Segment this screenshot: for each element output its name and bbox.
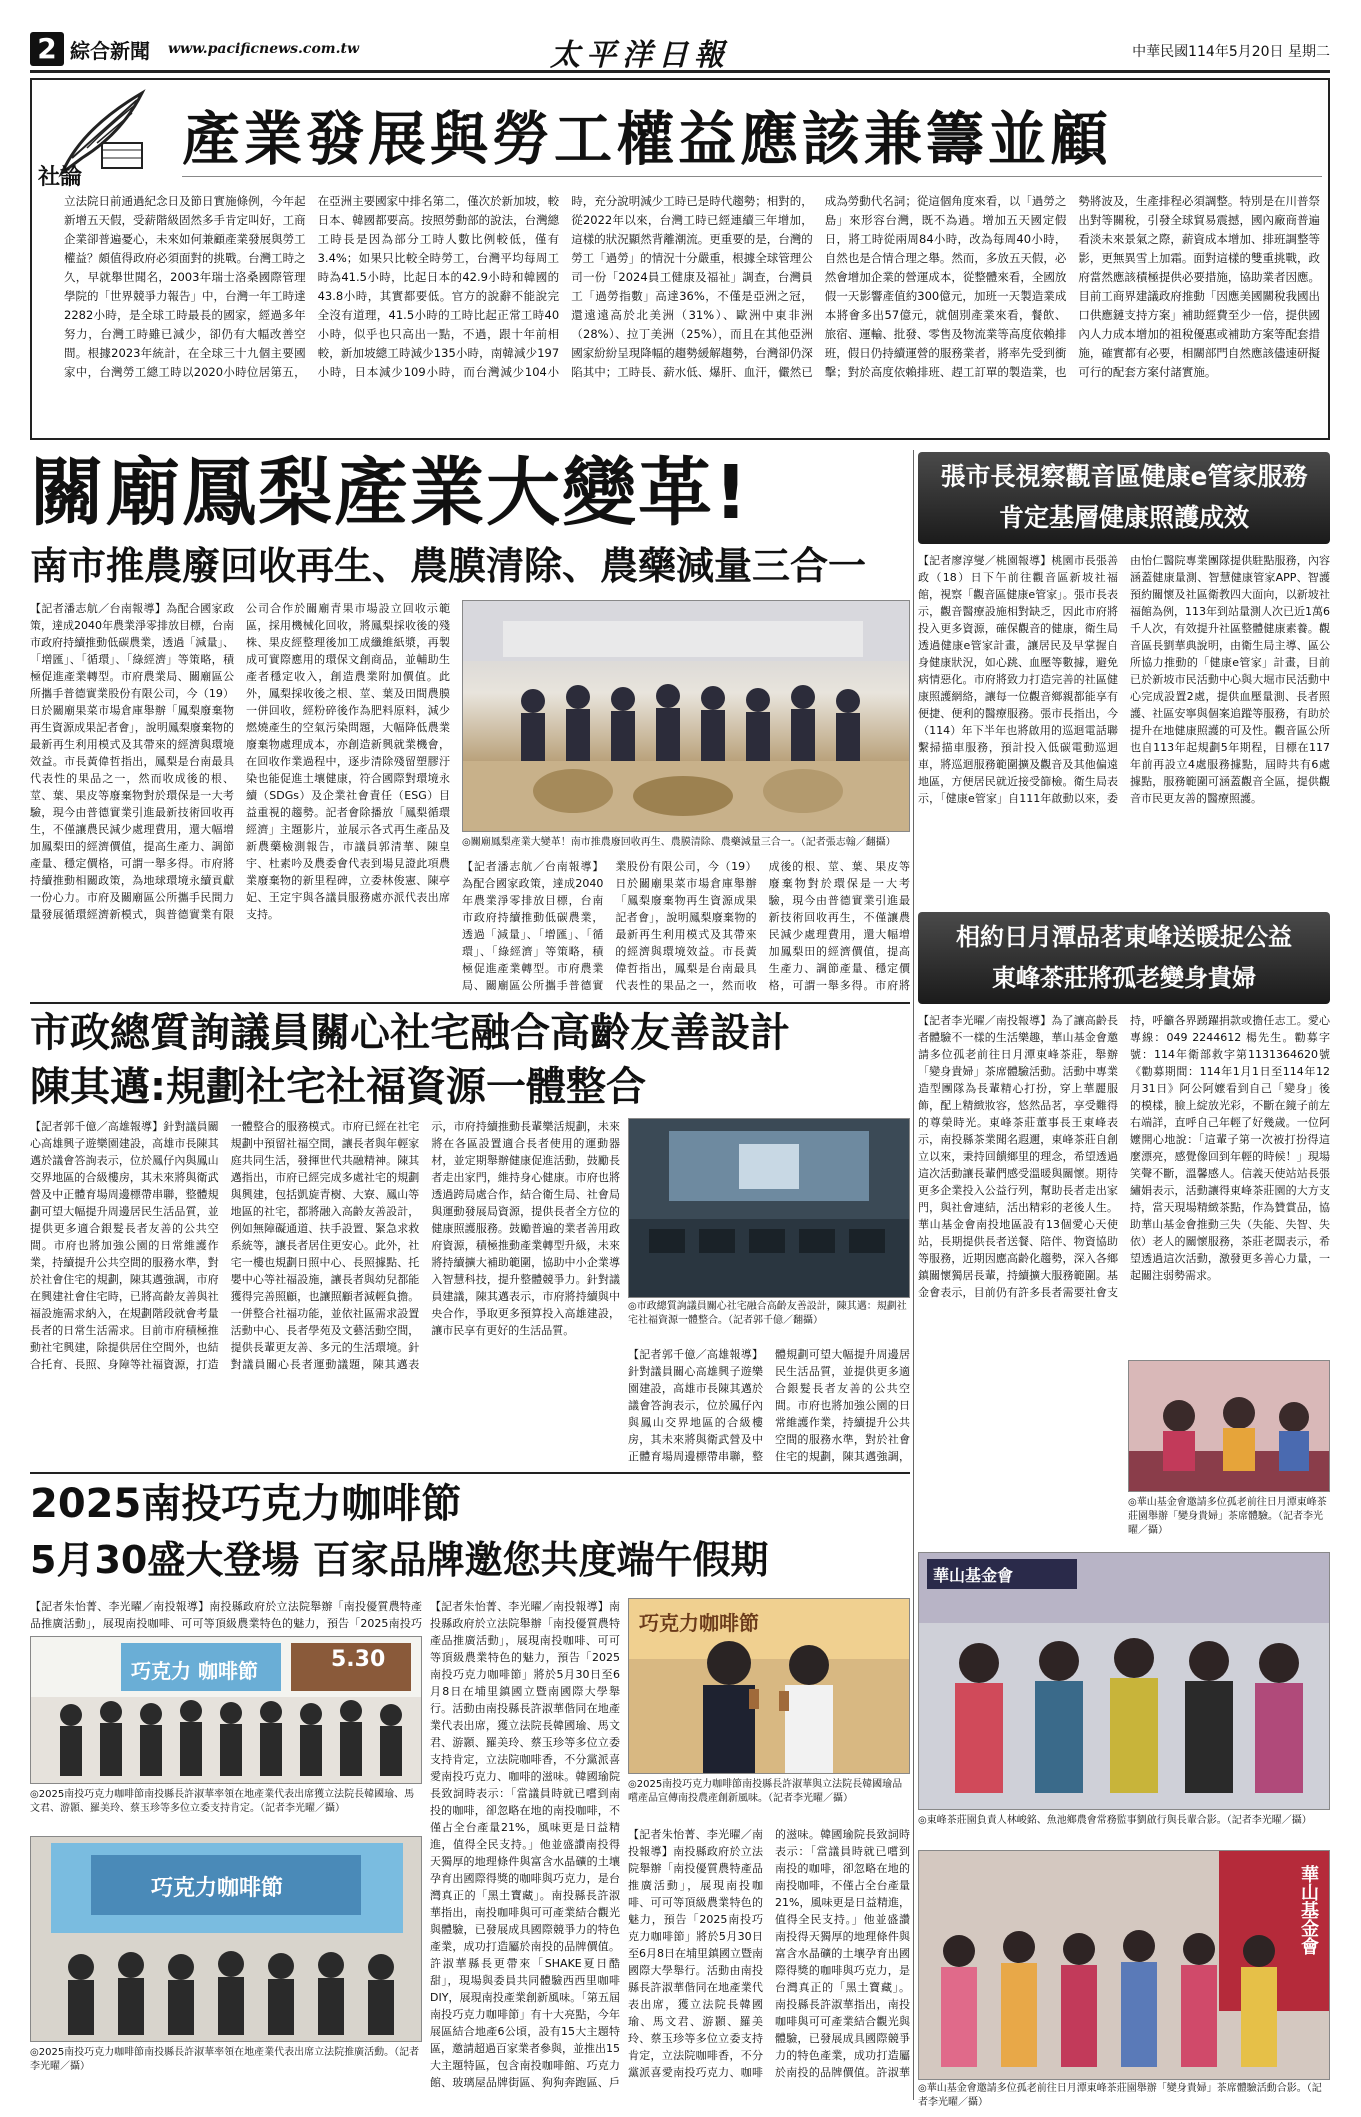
health-title-line2: 肯定基層健康照護成效	[998, 503, 1249, 532]
tea-photo1-caption: ◎華山基金會邀請多位孤老前往日月潭東峰茶莊園舉辦「變身貴婦」茶席體驗。（記者李光曜／攝）	[1128, 1497, 1327, 1536]
housing-title-line1: 市政總質詢議員關心社宅融合高齡友善設計	[30, 1010, 790, 1056]
housing-photo-illustration	[629, 1119, 910, 1298]
housing-photo-caption: ◎市政總質詢議員關心社宅融合高齡友善設計，陳其邁：規劃社宅社福資源一體整合。（記者郭千億／翻攝）	[628, 1301, 907, 1326]
tea-small-photo-illustration	[1129, 1361, 1330, 1492]
pineapple-title: 關廟鳳梨產業大變革!	[30, 450, 750, 536]
tea-banner-label: 華山基金會	[933, 1566, 1014, 1585]
page-number: 2	[37, 32, 57, 65]
housing-photo	[628, 1118, 910, 1298]
tea-group-photo-illustration	[919, 1553, 1330, 1810]
tea-photo-group	[918, 1552, 1330, 1810]
chocolate-photo-3	[30, 1836, 422, 2042]
pineapple-photo-caption: ◎關廟鳳梨產業大變革！南市推農廢回收再生、農膜清除、農藥減量三合一。（記者張志翰／翻攝）	[462, 837, 896, 848]
chocolate-photo2-banner: 巧克力咖啡節	[639, 1611, 759, 1635]
pineapple-subtitle: 南市推農廢回收再生、農膜清除、農藥減量三合一	[30, 544, 867, 588]
tea-title-line2: 東峰茶莊將孤老變身貴婦	[992, 964, 1256, 992]
tea-large-photo-illustration	[919, 1851, 1330, 2080]
housing-title-line2: 陳其邁:規劃社宅社福資源一體整合	[30, 1064, 646, 1110]
housing-body-right: 【記者郭千億／高雄報導】針對議員關心高雄興子遊樂園建設，高雄市長陳其邁於議會答詢表示，位於鳳仔內與鳳山交界地區的合級樓房，其未來將與衛武營及中正體育場周邊標帶串聯，整體規劃可望大幅提升周邊居民生活品質，並提供更多適合銀髮長者友善的公共空間。市府也將加強公園的日常維護作業，持續提升公共空間的服務水準，對於社會住宅的規劃，陳其邁強調，	[628, 1348, 910, 1463]
pineapple-photo-illustration	[463, 601, 910, 832]
chocolate-photo-2	[628, 1598, 910, 1774]
pineapple-headline	[30, 450, 910, 536]
chocolate-banner-date: 5.30	[331, 1647, 386, 1672]
section-name: 綜合新聞	[70, 39, 150, 63]
pineapple-body-left: 【記者潘志航／台南報導】為配合國家政策，達成2040年農業淨零排放目標，台南市政府持續推動低碳農業，透過「減量」、「增匯」、「循環」、「綠經濟」等策略，積極促進產業轉型。市府農業局、關廟區公所攜手普德實業股份有限公司，今（19）日於關廟果菜市場倉庫舉辦「鳳梨廢棄物再生資源成果記者會」，說明鳳梨廢棄物的最新再生利用模式及其帶來的經濟與環境效益。市長黃偉哲指出，鳳梨是台南最具代表性的果品之一，然而收成後的根、莖、葉、果皮等廢棄物對於環保是一大考驗，現今由普德實業引進最新技術回收再生，不僅讓農民減少處理費用，還大幅增加鳳梨田的經濟價值，提高生產力、調節產量、穩定價格，可謂一舉多得。市府將持續推動相關政策，為地球環境永續貢獻一份心力。市府及關廟區公所攜手民間力量發展循環經濟新模式，與普德實業有限公司合作於關廟青果市場設立回收示範區，採用機械化回收，將鳳梨採收後的殘株、果皮經整理後加工成纖維紙漿，再製成可實際應用的環保文創商品，並輔助生產者穩定收入，創造農業附加價值。此外，鳳梨採收後之根、莖、葉及田間農膜一併回收，經粉碎後作為肥料原料，減少燃燒產生的空氣污染問題，大幅降低農業廢棄物處理成本，亦創造新興就業機會，在回收作業過程中，逐步清除殘留塑膠汙染也能促進土壤健康，符合國際對環境永續（SDGs）及企業社會責任（ESG）目益重視的趨勢。記者會除播放「鳳梨循環經濟」主題影片，並展示各式再生產品及新農藥檢測報告，市議員郭清華、陳皇宇、杜素吟及農委會代表到場見證此項農業廢棄物的新里程碑，立委林俊憲、陳亭妃、王定宇與各議員服務處亦派代表出席支持。	[30, 602, 450, 921]
chocolate-banner-title: 巧克力 咖啡節	[131, 1659, 258, 1683]
column-divider-right	[913, 450, 914, 2100]
tea-body: 【記者李光曜／南投報導】為了讓高齡長者體驗不一樣的生活樂趣，華山基金會邀請多位孤老前往日月潭東峰茶莊，舉辦「變身貴婦」茶席體驗活動。活動中專業造型團隊為長輩精心打扮，穿上華麗服飾，配上精緻妝容，悠然品茗，享受難得的尊榮時光。東峰茶莊董事長王東峰表示，南投縣茶業聞名遐邇，東峰茶莊自創立以來，秉持回饋鄉里的理念，希望透過這次活動讓長輩們感受溫暖與關懷。期待更多企業投入公益行列，幫助長者走出家門，與社會連結，活出精彩的老後人生。華山基金會南投地區設有13個愛心天使站，長期提供長者送餐、陪伴、物資協助等服務，近期因應高齡化趨勢，深入各鄉鎮關懷獨居長輩，持續擴大服務範圍。基金會表示，目前仍有許多長者需要社會支持，呼籲各界踴躍捐款或擔任志工。愛心專線：049 2244612 楊先生。勸募字號：114年衛部救字第1131364620號《勸募期間：114年1月1日至114年12月31日》阿公阿嬤看到自己「變身」後的模樣，臉上綻放光彩，不斷在鏡子前左右端詳，直呼自己年輕了好幾歲。一位阿嬤開心地說：「這輩子第一次被打扮得這麼漂亮，感覺像回到年輕的時候！」現場笑聲不斷，溫馨感人。信義天使站站長張繡娟表示，活動讓得東峰茶莊園的大方支持，當天現場精緻茶點，作為贊賞品，協助華山基金會推動三失（失能、失智、失依）老人的關懷服務，茶莊老闆表示，希望透過這次活動，激發更多善心力量，一起關注弱勢需求。	[918, 1014, 1330, 1299]
chocolate-photo1-caption: ◎2025南投巧克力咖啡節南投縣長許淑華率領在地產業代表出席獲立法院長韓國瑜、馬文君、游顥、羅美玲、蔡玉珍等多位立委支持肯定。（記者李光曜／攝）	[30, 1789, 415, 1814]
tea-photo-large	[918, 1850, 1330, 2080]
paper-name: 太平洋日報	[550, 38, 730, 70]
editorial-title: 產業發展與勞工權益應該兼籌並顧	[182, 105, 1113, 173]
chocolate-title-line2: 5月30盛大登場 百家品牌邀您共度端午假期	[30, 1538, 769, 1582]
chocolate-headline	[30, 1476, 910, 1594]
pineapple-body-continued: 【記者潘志航／台南報導】為配合國家政策，達成2040年農業淨零排放目標，台南市政府持續推動低碳農業，透過「減量」、「增匯」、「循環」、「綠經濟」等策略，積極促進產業轉型。市府農業局、關廟區公所攜手普德實業股份有限公司，今（19）日於關廟果菜市場倉庫舉辦「鳳梨廢棄物再生資源成果記者會」，說明鳳梨廢棄物的最新再生利用模式及其帶來的經濟與環境效益。市長黃偉哲指出，鳳梨是台南最具代表性的果品之一，然而收成後的根、莖、葉、果皮等廢棄物對於環保是一大考驗，現今由普德實業引進最新技術回收再生，不僅讓農民減少處理費用，還大幅增加鳳梨田的經濟價值，提高生產力、調節產量、穩定價格，可謂一舉多得。市府將	[462, 860, 910, 992]
masthead	[30, 30, 1330, 70]
chocolate-body-middle: 【記者朱怡菁、李光曜／南投報導】南投縣政府於立法院舉辦「南投優質農特產品推廣活動」，展現南投咖啡、可可等頂級農業特色的魅力，預告「2025南投巧克力咖啡節」將於5月30日至6月8日在埔里鎮國立暨南國際大學舉行。活動由南投縣長許淑華偕同在地產業代表出席，獲立法院長韓國瑜、馬文君、游顥、羅美玲、蔡玉珍等多位立委支持肯定，立法院咖啡香，不分黨派喜愛南投巧克力、咖啡的滋味。韓國瑜院長致詞時表示：「當議員時就已嚐到南投的咖啡，卻忽略在地的南投咖啡，不僅占全台產量21%，風味更是日益精進，值得全民支持。」他並盛讚南投得天獨厚的地理條件與富含水晶礦的土壤孕育出國際得獎的咖啡與巧克力，是台灣真正的「黑土寶藏」。南投縣長許淑華指出，南投咖啡與可可產業結合觀光與體驗，已發展成具國際競爭力的特色產業，成功打造屬於南投的品牌價值。許淑華縣長更帶來「SHAKE夏日酷甜」，現場與委員共同體驗西西里咖啡DIY，展現南投產業創新風味。「第五屆南投巧克力咖啡節」有十大亮點，今年展區結合地產6公頃，設有15大主題特區，邀請超過百家業者參與，並推出15大主題特區，包含南投咖啡館、巧克力館、玻璃屋品牌街區、狗狗奔跑區、戶	[430, 1600, 620, 2089]
pineapple-subhead	[30, 540, 910, 592]
chocolate-top-rule	[30, 1472, 910, 1474]
editorial-box	[30, 78, 1330, 440]
masthead-rule	[30, 70, 1330, 73]
tea-photo-small	[1128, 1360, 1330, 1492]
chocolate-photo3-illustration	[31, 1837, 422, 2042]
chocolate-title-line1: 2025南投巧克力咖啡節	[30, 1481, 462, 1527]
chocolate-photo2-caption: ◎2025南投巧克力咖啡節南投縣長許淑華與立法院長韓國瑜品嚐產品宣傳南投農產創新風味。（記者李光曜／攝）	[628, 1779, 903, 1804]
health-body: 【記者廖淳燮／桃園報導】桃園市長張善政（18）日下午前往觀音區新坡社福館，視察「觀音區健康e管家」。張市長表示，觀音醫療設施相對缺乏，因此市府將投入更多資源，確保觀音的健康，衛生局透過健康e管家計畫，讓居民及早掌握自身健康狀況，如心跳、血壓等數據，避免病情惡化。市府將致力打造完善的社區健康照護網絡，讓每一位觀音鄉親都能享有便捷、便利的醫療服務。張市長指出，今（114）年下半年也將啟用的巡迴電話聯繫掃描車服務，預計投入低碳電動巡迴車，將巡迴服務範圍擴及觀音及其他偏遠地區，方便居民就近接受篩檢。衛生局表示，「健康e管家」自111年啟動以來，委由怡仁醫院專業團隊提供駐點服務，內容涵蓋健康量測、智慧健康管家APP、智護預約關懷及社區衛教四大面向，以新坡社福館為例，113年到站量測人次已近1萬6千人次，有效提升社區整體健康素養。觀音區長劉華典說明，由衛生局主導、區公所協力推動的「健康e管家」計畫，目前已於新坡市民活動中心與大堀市民活動中心完成設置2處，提供血壓量測、長者照護、社區安寧與個案追蹤等服務，有助於提升在地健康照護的可及性。觀音區公所也自113年起規劃5年期程，目標在117年前再設立4處服務據點，屆時共有6處據點，服務範圍可涵蓋觀音全區，提供觀音市民更友善的醫療照護。	[918, 554, 1330, 805]
editorial-body: 立法院日前通過紀念日及節日實施條例，今年起新增五天假，受薪階級固然多手肯定叫好，工商企業卻普遍憂心，未來如何兼顧產業發展與勞工權益？頗值得政府必須面對的挑戰。台灣工時之久，早就舉世聞名，2003年瑞士洛桑國際管理學院的「世界競爭力報告」中，台灣一年工時達2282小時，是全球工時最長的國家，經過多年努力，台灣工時雖已減少，卻仍有大幅改善空間。根據2023年統計，在全球三十九個主要國家中，台灣勞工總工時以2020小時位居第五，在亞洲主要國家中排名第二，僅次於新加坡，較日本、韓國都要高。按照勞動部的說法，台灣總工時長是因為部分工時人數比例較低，僅有3.4%；如果只比較全時勞工，台灣平均每周工時為41.5小時，比起日本的42.9小時和韓國的43.8小時，其實都要低。官方的說辭不能說完全沒有道理，41.5小時的工時比起正常工時40小時，似乎也只高出一點，不過，跟十年前相較，新加坡總工時減少135小時，南韓減少197小時，日本減少109小時，而台灣減少104小時，充分說明減少工時已是時代趨勢；相對的，從2022年以來，台灣工時已經連續三年增加，這樣的狀況顯然背離潮流。更重要的是，台灣的勞工「過勞」的情況十分嚴重，根據全球管理公司一份「2024員工健康及福祉」調查，台灣員工「過勞指數」高達36%，不僅是亞洲之冠，還遠遠高於北美洲（31%）、歐洲中東非洲（28%）、拉丁美洲（25%），而且在其他亞洲國家紛紛呈現降幅的趨勢緩解趨勢，台灣卻仍深陷其中；工時長、薪水低、爆肝、血汗，儼然已成為勞動代名詞；從這個角度來看，以「過勞之島」來形容台灣，既不為過。增加五天國定假日，將工時從兩周84小時，改為每周40小時，自然也是合情合理之舉。然而，多放五天假，必然會增加企業的營運成本，從整體來看，全國放假一天影響產值約300億元，加班一天製造業成本將會多出57億元，就個別產業來看，餐飲、旅宿、運輸、批發、零售及物流業等高度依賴排班，假日仍持續運營的服務業者，將率先受到衝擊；對於高度依賴排班、趕工訂單的製造業，也勢將波及，生產排程必須調整。特別是在川普祭出對等關稅，引發全球貿易震撼，國內廠商普遍看淡未來景氣之際，薪資成本增加、排班調整等影，更無異雪上加霜。面對這樣的雙重挑戰，政府當然應該積極提供必要措施，協助業者因應。目前工商界建議政府推動「因應美國關稅我國出口供應鏈支持方案」補助經費至少一倍，提供國內人力成本增加的祖稅優惠或補助方案等配套措施，確實都有必要，相關部門自然應該儘速研擬可行的配套方案付諸實施。	[64, 194, 1320, 379]
pineapple-body-right	[462, 858, 910, 998]
housing-headline	[30, 1006, 910, 1116]
pineapple-photo	[462, 600, 910, 832]
tea-large-banner-label: 華山基金會	[1298, 1865, 1319, 1955]
housing-body-left: 【記者郭千億／高雄報導】針對議員關心高雄興子遊樂園建設，高雄市長陳其邁於議會答詢表示，位於鳳仔內與鳳山交界地區的合級樓房，其未來將與衛武營及中正體育場周邊標帶串聯，整體規劃可望大幅提升周邊居民生活品質，並提供更多適合銀髮長者友善的公共空間。市府也將加強公園的日常維護作業，持續提升公共空間的服務水準，對於社會住宅的規劃，陳其邁強調，市府在興建社會住宅時，已將高齡友善與社福設施需求納入，在規劃階段就會考量長者的日常生活需求。目前市府積極推動社宅興建，除提供居住空間外，也結合托育、長照、身障等社福資源，打造一體整合的服務模式。市府已經在社宅規劃中預留社福空間，讓長者與年輕家庭共同生活，發揮世代共融精神。陳其邁指出，市府已經完成多處社宅的規劃與興建，包括凱旋青樹、大寮、鳳山等地區的社宅，都將融入高齡友善設計，例如無障礙通道、扶手設置、緊急求救系統等，讓長者居住更安心。此外，社宅一樓也規劃日照中心、長照據點、托嬰中心等社福設施，讓長者與幼兒都能獲得完善照顧，也讓照顧者減輕負擔。一併整合社福功能，並依社區需求設置活動中心、長者學苑及文藝活動空間，提供長輩更友善、多元的生活環境。針對議員關心長者運動議題，陳其邁表示，市府持續推動長輩樂活規劃，未來將在各區設置適合長者使用的運動器材，並定期舉辦健康促進活動，鼓勵長者走出家門，維持身心健康。市府也將透過跨局處合作，結合衛生局、社會局與運動發展局資源，提供長者全方位的健康照護服務。鼓勵普遍的業者善用政府資源，積極推動產業轉型升級，未來將持續擴大補助範圍，協助中小企業導入智慧科技，提升整體競爭力。針對議員建議，陳其邁表示，市府將持續與中央合作，爭取更多預算投入高雄建設，讓市民享有更好的生活品質。	[30, 1120, 620, 1371]
editorial-title-rule	[182, 176, 1322, 177]
tea-photo3-caption: ◎華山基金會邀請多位孤老前往日月潭東峰茶莊園舉辦「變身貴婦」茶席體驗活動合影。（記者李光曜／攝）	[918, 2083, 1322, 2108]
chocolate-body-right: 【記者朱怡菁、李光曜／南投報導】南投縣政府於立法院舉辦「南投優質農特產品推廣活動」，展現南投咖啡、可可等頂級農業特色的魅力，預告「2025南投巧克力咖啡節」將於5月30日至6月8日在埔里鎮國立暨南國際大學舉行。活動由南投縣長許淑華偕同在地產業代表出席，獲立法院長韓國瑜、馬文君、游顥、羅美玲、蔡玉珍等多位立委支持肯定，立法院咖啡香，不分黨派喜愛南投巧克力、咖啡的滋味。韓國瑜院長致詞時表示：「當議員時就已嚐到南投的咖啡，卻忽略在地的南投咖啡，不僅占全台產量21%，風味更是日益精進，值得全民支持。」他並盛讚南投得天獨厚的地理條件與富含水晶礦的土壤孕育出國際得獎的咖啡與巧克力，是台灣真正的「黑土寶藏」。南投縣長許淑華指出，南投咖啡與可可產業結合觀光與體驗，已發展成具國際競爭力的特色產業，成功打造屬於南投的品牌價值。許淑華	[628, 1828, 910, 2079]
housing-top-rule	[30, 1002, 910, 1004]
health-headline-box	[918, 452, 1330, 544]
tea-photo2-caption: ◎東峰茶莊園負責人林峻銘、魚池鄉農會常務監事劉啟行與長輩合影。（記者李光曜／攝）	[918, 1815, 1312, 1826]
issue-date: 中華民國114年5月20日 星期二	[1132, 44, 1330, 60]
tea-headline-box	[918, 912, 1330, 1004]
chocolate-body-top: 【記者朱怡菁、李光曜／南投報導】南投縣政府於立法院舉辦「南投優質農特產品推廣活動」，展現南投咖啡、可可等頂級農業特色的魅力，預告「2025南投巧	[30, 1600, 422, 1630]
chocolate-photo3-banner: 巧克力咖啡節	[151, 1876, 284, 1901]
editorial-label: 社論	[38, 165, 83, 190]
page-number-badge	[30, 32, 64, 66]
website-link[interactable]: www.pacificnews.com.tw	[168, 41, 359, 57]
chocolate-photo3-caption: ◎2025南投巧克力咖啡節南投縣長許淑華率領在地產業代表出席立法院推廣活動。（記者李光曜／攝）	[30, 2047, 420, 2072]
health-title-line1: 張市長視察觀音區健康e管家服務	[940, 462, 1308, 491]
chocolate-photo-1	[30, 1636, 422, 1784]
tea-title-line1: 相約日月潭品茗東峰送暖捉公益	[956, 923, 1292, 951]
